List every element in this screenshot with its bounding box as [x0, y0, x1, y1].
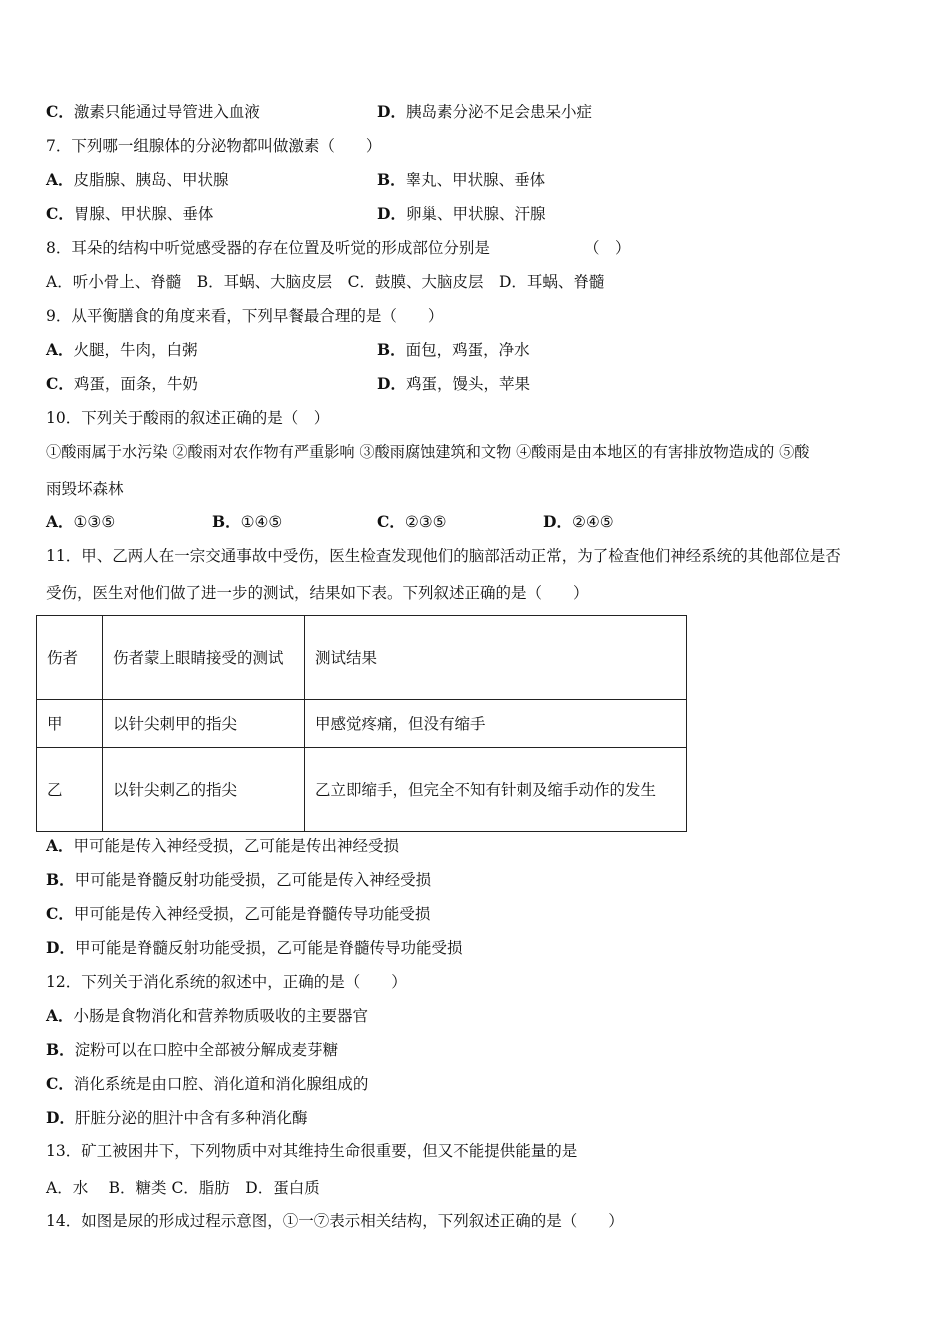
q6-option-c: C．激素只能通过导管进入血液: [46, 102, 260, 121]
q10-option-a: A．①③⑤: [46, 512, 116, 531]
table-header-row: [37, 616, 687, 700]
q8-options: A．听小骨上、脊髓 B．耳蜗、大脑皮层 C．鼓膜、大脑皮层 D．耳蜗、脊髓: [46, 273, 605, 291]
q10-stem: 10．下列关于酸雨的叙述正确的是（ ）: [46, 409, 330, 427]
table-cell: 以针尖刺乙的指尖: [103, 748, 305, 832]
table-row: [37, 748, 687, 832]
table-cell: 以针尖刺甲的指尖: [103, 700, 305, 748]
q14-stem: 14．如图是尿的形成过程示意图，①一⑦表示相关结构，下列叙述正确的是（ ）: [46, 1212, 624, 1230]
q12-option-b: B．淀粉可以在口腔中全部被分解成麦芽糖: [46, 1040, 339, 1059]
table-cell: 乙: [37, 748, 103, 832]
q6-option-d: D．胰岛素分泌不足会患呆小症: [377, 102, 592, 121]
q7-stem: 7．下列哪一组腺体的分泌物都叫做激素（ ）: [46, 137, 382, 155]
q8-stem: 8．耳朵的结构中听觉感受器的存在位置及听觉的形成部位分别是: [46, 239, 490, 257]
q9-option-c: C．鸡蛋，面条，牛奶: [46, 374, 198, 393]
table-row: [37, 700, 687, 748]
table-cell: 甲: [37, 700, 103, 748]
q7-option-a: A．皮脂腺、胰岛、甲状腺: [46, 170, 229, 189]
q9-option-b: B．面包，鸡蛋，净水: [377, 340, 530, 359]
q12-option-d: D．肝脏分泌的胆汁中含有多种消化酶: [46, 1108, 308, 1127]
q11-option-b: B．甲可能是脊髓反射功能受损，乙可能是传入神经受损: [46, 870, 432, 889]
q12-stem: 12．下列关于消化系统的叙述中，正确的是（ ）: [46, 973, 407, 991]
q11-stem-line1: 11．甲、乙两人在一宗交通事故中受伤，医生检查发现他们的脑部活动正常，为了检查他们神经系统的其他部位是否: [46, 547, 841, 565]
q12-option-c: C．消化系统是由口腔、消化道和消化腺组成的: [46, 1074, 369, 1093]
table-cell: 甲感觉疼痛，但没有缩手: [305, 700, 687, 748]
q9-stem: 9．从平衡膳食的角度来看，下列早餐最合理的是（ ）: [46, 307, 444, 325]
q7-option-b: B．睾丸、甲状腺、垂体: [377, 170, 546, 189]
table-header-cell: 伤者: [37, 616, 103, 700]
q10-option-b: B．①④⑤: [212, 512, 283, 531]
q13-stem: 13．矿工被困井下，下列物质中对其维持生命很重要，但又不能提供能量的是: [46, 1142, 578, 1160]
q10-items-line1: ①酸雨属于水污染 ②酸雨对农作物有严重影响 ③酸雨腐蚀建筑和文物 ④酸雨是由本地区的有害排放物造成的 ⑤酸: [46, 443, 810, 461]
table-cell: 乙立即缩手，但完全不知有针刺及缩手动作的发生: [305, 748, 687, 832]
table-header-cell: 伤者蒙上眼睛接受的测试: [103, 616, 305, 700]
q9-option-a: A．火腿，牛肉，白粥: [46, 340, 198, 359]
table-header-cell: 测试结果: [305, 616, 687, 700]
q13-options: A．水 B．糖类 C．脂肪 D．蛋白质: [46, 1179, 320, 1197]
q10-option-c: C．②③⑤: [377, 512, 447, 531]
q11-option-d: D．甲可能是脊髓反射功能受损，乙可能是脊髓传导功能受损: [46, 938, 463, 957]
q7-option-c: C．胃腺、甲状腺、垂体: [46, 204, 214, 223]
q8-blank: （ ）: [584, 239, 631, 257]
q11-option-a: A．甲可能是传入神经受损，乙可能是传出神经受损: [46, 836, 400, 855]
q11-option-c: C．甲可能是传入神经受损，乙可能是脊髓传导功能受损: [46, 904, 431, 923]
q12-option-a: A．小肠是食物消化和营养物质吸收的主要器官: [46, 1006, 369, 1025]
q10-option-d: D．②④⑤: [543, 512, 614, 531]
q11-stem-line2: 受伤，医生对他们做了进一步的测试，结果如下表。下列叙述正确的是（ ）: [46, 584, 589, 602]
q10-items-line2: 雨毁坏森林: [46, 480, 124, 498]
q7-option-d: D．卵巢、甲状腺、汗腺: [377, 204, 546, 223]
q9-option-d: D．鸡蛋，馒头，苹果: [377, 374, 530, 393]
q11-table: [36, 615, 687, 832]
